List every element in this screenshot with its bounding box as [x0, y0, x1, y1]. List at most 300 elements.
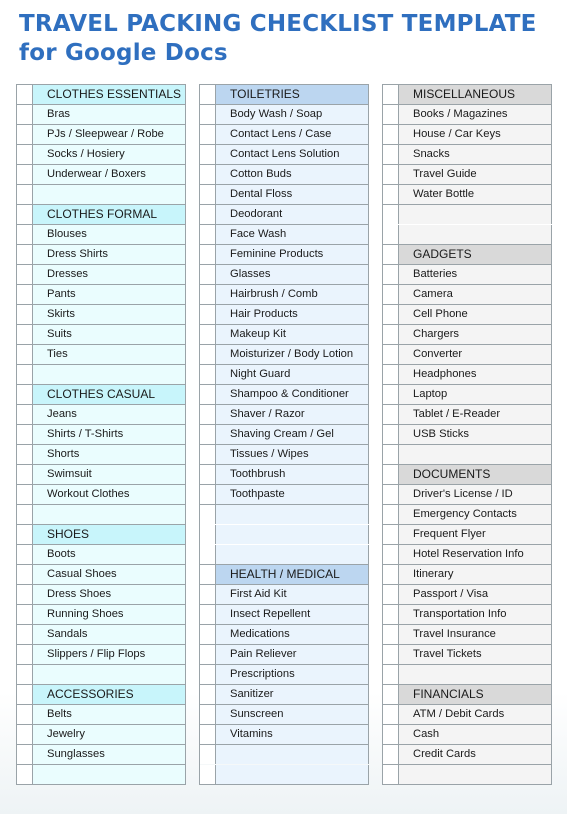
item-checkbox[interactable] [17, 225, 33, 244]
checklist-item [17, 725, 186, 745]
section-header [17, 685, 186, 705]
checklist-item [200, 465, 369, 485]
checklist-item [383, 425, 552, 445]
item-checkbox[interactable] [383, 645, 399, 664]
item-checkbox[interactable] [383, 285, 399, 304]
item-checkbox[interactable] [200, 405, 216, 424]
blank-checkbox-cell [200, 745, 216, 764]
blank-cell [33, 665, 186, 684]
item-checkbox[interactable] [383, 485, 399, 504]
blank-checkbox-cell [200, 545, 216, 564]
checklist-item [17, 265, 186, 285]
item-label: Shampoo & Conditioner [216, 385, 369, 404]
item-label: Books / Magazines [399, 105, 552, 124]
item-label: Suits [33, 325, 186, 344]
item-checkbox[interactable] [200, 445, 216, 464]
item-checkbox[interactable] [383, 505, 399, 524]
item-checkbox[interactable] [17, 305, 33, 324]
item-checkbox[interactable] [200, 185, 216, 204]
item-checkbox[interactable] [383, 525, 399, 544]
item-label: Swimsuit [33, 465, 186, 484]
checklist-item [17, 325, 186, 345]
item-label: Dental Floss [216, 185, 369, 204]
item-checkbox[interactable] [200, 325, 216, 344]
item-checkbox[interactable] [17, 485, 33, 504]
item-checkbox[interactable] [383, 345, 399, 364]
item-label: Travel Guide [399, 165, 552, 184]
checklist-item [383, 405, 552, 425]
checklist-item [200, 625, 369, 645]
item-label: Face Wash [216, 225, 369, 244]
item-label: Casual Shoes [33, 565, 186, 584]
item-label: Hotel Reservation Info [399, 545, 552, 564]
header-checkbox-cell [383, 85, 399, 104]
checklist-item [17, 745, 186, 765]
item-label: Skirts [33, 305, 186, 324]
item-checkbox[interactable] [200, 645, 216, 664]
item-checkbox[interactable] [17, 705, 33, 724]
checklist-item [383, 265, 552, 285]
blank-row [383, 225, 552, 245]
checklist-item [383, 485, 552, 505]
item-checkbox[interactable] [200, 705, 216, 724]
item-checkbox[interactable] [200, 465, 216, 484]
checklist-column-2 [199, 84, 369, 785]
item-label: Medications [216, 625, 369, 644]
header-checkbox-cell [17, 685, 33, 704]
checklist-item [17, 405, 186, 425]
checklist-item [383, 185, 552, 205]
item-label: Underwear / Boxers [33, 165, 186, 184]
checklist-item [383, 725, 552, 745]
section-heading: CLOTHES ESSENTIALS [33, 85, 186, 104]
item-checkbox[interactable] [383, 705, 399, 724]
item-checkbox[interactable] [383, 545, 399, 564]
item-label: Running Shoes [33, 605, 186, 624]
item-checkbox[interactable] [17, 245, 33, 264]
item-checkbox[interactable] [17, 285, 33, 304]
checklist-item [383, 365, 552, 385]
item-checkbox[interactable] [200, 125, 216, 144]
item-label: Jewelry [33, 725, 186, 744]
item-label: Blouses [33, 225, 186, 244]
checklist-item [200, 105, 369, 125]
item-label: First Aid Kit [216, 585, 369, 604]
item-checkbox[interactable] [17, 605, 33, 624]
blank-checkbox-cell [200, 525, 216, 544]
checklist-item [200, 445, 369, 465]
section-health-medical [200, 565, 369, 785]
item-checkbox[interactable] [17, 625, 33, 644]
checklist-item [200, 205, 369, 225]
item-label: Cell Phone [399, 305, 552, 324]
item-checkbox[interactable] [200, 725, 216, 744]
blank-cell [399, 445, 552, 464]
checklist-item [17, 585, 186, 605]
checklist-item [383, 305, 552, 325]
item-checkbox[interactable] [200, 165, 216, 184]
item-label: Body Wash / Soap [216, 105, 369, 124]
checklist-item [383, 705, 552, 725]
item-label: Passport / Visa [399, 585, 552, 604]
blank-checkbox-cell [200, 765, 216, 784]
header-checkbox-cell [383, 245, 399, 264]
checklist-item [200, 165, 369, 185]
checklist-item [17, 705, 186, 725]
item-checkbox[interactable] [383, 185, 399, 204]
item-checkbox[interactable] [383, 165, 399, 184]
blank-cell [399, 665, 552, 684]
checklist-item [17, 425, 186, 445]
item-label: Tissues / Wipes [216, 445, 369, 464]
blank-checkbox-cell [17, 665, 33, 684]
item-label: Sunscreen [216, 705, 369, 724]
item-checkbox[interactable] [17, 445, 33, 464]
checklist-item [200, 585, 369, 605]
checklist-item [17, 105, 186, 125]
item-label: Socks / Hosiery [33, 145, 186, 164]
item-label: ATM / Debit Cards [399, 705, 552, 724]
item-checkbox[interactable] [383, 745, 399, 764]
item-checkbox[interactable] [17, 345, 33, 364]
item-checkbox[interactable] [200, 245, 216, 264]
blank-row [17, 365, 186, 385]
blank-cell [399, 205, 552, 224]
item-checkbox[interactable] [200, 425, 216, 444]
item-checkbox[interactable] [383, 305, 399, 324]
header-checkbox-cell [17, 85, 33, 104]
item-label: Shirts / T-Shirts [33, 425, 186, 444]
checklist-item [200, 605, 369, 625]
item-label: Deodorant [216, 205, 369, 224]
checklist-item [200, 725, 369, 745]
section-clothes-formal [17, 205, 186, 385]
item-label: Moisturizer / Body Lotion [216, 345, 369, 364]
item-label: Chargers [399, 325, 552, 344]
checklist-item [17, 245, 186, 265]
checklist-item [17, 445, 186, 465]
checklist-item [17, 165, 186, 185]
blank-row [200, 505, 369, 525]
item-checkbox[interactable] [200, 305, 216, 324]
blank-row [17, 185, 186, 205]
checklist-item [383, 645, 552, 665]
item-label: Toothpaste [216, 485, 369, 504]
item-checkbox[interactable] [17, 405, 33, 424]
section-heading: HEALTH / MEDICAL [216, 565, 369, 584]
item-label: USB Sticks [399, 425, 552, 444]
checklist-item [17, 305, 186, 325]
item-checkbox[interactable] [200, 345, 216, 364]
checklist-item [17, 645, 186, 665]
item-label: Driver's License / ID [399, 485, 552, 504]
section-header [200, 565, 369, 585]
checklist-item [17, 145, 186, 165]
blank-row [200, 525, 369, 545]
item-label: Bras [33, 105, 186, 124]
item-label: Ties [33, 345, 186, 364]
checklist-item [383, 745, 552, 765]
item-label: Hairbrush / Comb [216, 285, 369, 304]
checklist-item [200, 145, 369, 165]
section-clothes-essentials [17, 85, 186, 205]
section-heading: FINANCIALS [399, 685, 552, 704]
checklist-item [200, 245, 369, 265]
checklist-item [383, 325, 552, 345]
item-label: Camera [399, 285, 552, 304]
header-checkbox-cell [200, 85, 216, 104]
checklist-item [383, 145, 552, 165]
item-label: Travel Insurance [399, 625, 552, 644]
item-checkbox[interactable] [383, 145, 399, 164]
blank-checkbox-cell [383, 225, 399, 244]
item-label: Tablet / E-Reader [399, 405, 552, 424]
item-label: Shorts [33, 445, 186, 464]
section-financials [383, 685, 552, 785]
item-checkbox[interactable] [383, 585, 399, 604]
checklist-item [383, 105, 552, 125]
item-checkbox[interactable] [383, 325, 399, 344]
item-checkbox[interactable] [17, 165, 33, 184]
item-checkbox[interactable] [383, 365, 399, 384]
item-label: House / Car Keys [399, 125, 552, 144]
blank-checkbox-cell [17, 185, 33, 204]
item-label: Vitamins [216, 725, 369, 744]
title-line-1: TRAVEL PACKING CHECKLIST TEMPLATE [19, 11, 537, 37]
section-miscellaneous [383, 85, 552, 245]
blank-cell [216, 505, 369, 524]
checklist-item [383, 165, 552, 185]
item-label: Pants [33, 285, 186, 304]
item-checkbox[interactable] [17, 725, 33, 744]
item-label: Itinerary [399, 565, 552, 584]
item-checkbox[interactable] [17, 425, 33, 444]
item-label: Toothbrush [216, 465, 369, 484]
item-checkbox[interactable] [200, 145, 216, 164]
item-label: Batteries [399, 265, 552, 284]
item-checkbox[interactable] [383, 405, 399, 424]
blank-cell [33, 365, 186, 384]
header-checkbox-cell [17, 385, 33, 404]
item-checkbox[interactable] [200, 285, 216, 304]
item-checkbox[interactable] [17, 545, 33, 564]
blank-checkbox-cell [17, 505, 33, 524]
blank-cell [216, 525, 369, 544]
section-shoes [17, 525, 186, 685]
section-gadgets [383, 245, 552, 465]
item-label: Sanitizer [216, 685, 369, 704]
item-label: PJs / Sleepwear / Robe [33, 125, 186, 144]
item-label: Laptop [399, 385, 552, 404]
checklist-item [383, 385, 552, 405]
item-checkbox[interactable] [17, 265, 33, 284]
checklist-item [17, 345, 186, 365]
item-checkbox[interactable] [383, 105, 399, 124]
item-checkbox[interactable] [383, 605, 399, 624]
checklist-item [200, 365, 369, 385]
checklist-item [383, 285, 552, 305]
checklist-item [17, 545, 186, 565]
item-checkbox[interactable] [383, 625, 399, 644]
item-label: Converter [399, 345, 552, 364]
item-label: Credit Cards [399, 745, 552, 764]
item-label: Dress Shirts [33, 245, 186, 264]
blank-row [383, 205, 552, 225]
item-checkbox[interactable] [200, 485, 216, 504]
blank-row [17, 765, 186, 785]
blank-checkbox-cell [17, 765, 33, 784]
item-label: Dress Shoes [33, 585, 186, 604]
item-checkbox[interactable] [200, 365, 216, 384]
item-checkbox[interactable] [17, 125, 33, 144]
section-header [383, 245, 552, 265]
section-toiletries [200, 85, 369, 565]
item-checkbox[interactable] [383, 565, 399, 584]
item-label: Glasses [216, 265, 369, 284]
checklist-item [200, 405, 369, 425]
blank-row [17, 505, 186, 525]
item-checkbox[interactable] [383, 265, 399, 284]
item-checkbox[interactable] [17, 105, 33, 124]
checklist-item [17, 285, 186, 305]
checklist-item [200, 345, 369, 365]
item-checkbox[interactable] [17, 145, 33, 164]
blank-cell [399, 225, 552, 244]
section-heading: DOCUMENTS [399, 465, 552, 484]
header-checkbox-cell [17, 525, 33, 544]
section-header [17, 205, 186, 225]
checklist-item [200, 325, 369, 345]
checklist-item [383, 525, 552, 545]
header-checkbox-cell [200, 565, 216, 584]
header-checkbox-cell [383, 465, 399, 484]
checklist-item [200, 305, 369, 325]
item-label: Makeup Kit [216, 325, 369, 344]
section-heading: SHOES [33, 525, 186, 544]
item-label: Dresses [33, 265, 186, 284]
blank-checkbox-cell [383, 765, 399, 784]
checklist-item [383, 625, 552, 645]
checklist-item [383, 125, 552, 145]
checklist-item [17, 485, 186, 505]
item-checkbox[interactable] [17, 325, 33, 344]
item-checkbox[interactable] [383, 385, 399, 404]
blank-cell [33, 185, 186, 204]
section-header [383, 85, 552, 105]
section-accessories [17, 685, 186, 785]
checklist-item [17, 605, 186, 625]
item-label: Workout Clothes [33, 485, 186, 504]
item-checkbox[interactable] [17, 585, 33, 604]
blank-row [200, 745, 369, 765]
item-checkbox[interactable] [200, 585, 216, 604]
item-checkbox[interactable] [200, 225, 216, 244]
checklist-item [383, 545, 552, 565]
section-header [17, 385, 186, 405]
checklist-item [383, 505, 552, 525]
checklist-item [383, 345, 552, 365]
item-label: Transportation Info [399, 605, 552, 624]
blank-row [383, 665, 552, 685]
item-checkbox[interactable] [200, 205, 216, 224]
item-checkbox[interactable] [200, 625, 216, 644]
item-checkbox[interactable] [200, 265, 216, 284]
checklist-column-1 [16, 84, 186, 785]
blank-row [383, 445, 552, 465]
item-checkbox[interactable] [200, 665, 216, 684]
blank-cell [216, 765, 369, 784]
blank-cell [216, 545, 369, 564]
checklist-item [200, 425, 369, 445]
item-checkbox[interactable] [383, 725, 399, 744]
item-checkbox[interactable] [17, 745, 33, 764]
item-label: Shaving Cream / Gel [216, 425, 369, 444]
checklist-item [200, 385, 369, 405]
section-heading: CLOTHES CASUAL [33, 385, 186, 404]
section-header [17, 85, 186, 105]
section-documents [383, 465, 552, 685]
blank-row [200, 765, 369, 785]
blank-row [383, 765, 552, 785]
checklist-item [383, 605, 552, 625]
item-checkbox[interactable] [17, 645, 33, 664]
blank-row [200, 545, 369, 565]
section-heading: MISCELLANEOUS [399, 85, 552, 104]
item-label: Hair Products [216, 305, 369, 324]
checklist-item [200, 185, 369, 205]
item-label: Sandals [33, 625, 186, 644]
item-checkbox[interactable] [200, 385, 216, 404]
checklist-item [17, 565, 186, 585]
checklist-item [200, 705, 369, 725]
item-checkbox[interactable] [17, 565, 33, 584]
blank-cell [33, 765, 186, 784]
blank-checkbox-cell [383, 445, 399, 464]
section-heading: TOILETRIES [216, 85, 369, 104]
item-label: Night Guard [216, 365, 369, 384]
checklist-column-3 [382, 84, 552, 785]
blank-row [17, 665, 186, 685]
checklist-item [200, 665, 369, 685]
item-label: Travel Tickets [399, 645, 552, 664]
checklist-item [200, 125, 369, 145]
section-header [200, 85, 369, 105]
item-label: Belts [33, 705, 186, 724]
header-checkbox-cell [383, 685, 399, 704]
item-checkbox[interactable] [200, 605, 216, 624]
item-checkbox[interactable] [17, 465, 33, 484]
checklist-item [200, 285, 369, 305]
item-label: Sunglasses [33, 745, 186, 764]
section-heading: CLOTHES FORMAL [33, 205, 186, 224]
item-label: Contact Lens Solution [216, 145, 369, 164]
section-header [383, 685, 552, 705]
item-checkbox[interactable] [200, 685, 216, 704]
item-checkbox[interactable] [200, 105, 216, 124]
checklist-item [17, 125, 186, 145]
section-clothes-casual [17, 385, 186, 525]
item-label: Pain Reliever [216, 645, 369, 664]
checklist-item [200, 485, 369, 505]
item-label: Insect Repellent [216, 605, 369, 624]
section-heading: ACCESSORIES [33, 685, 186, 704]
item-checkbox[interactable] [383, 425, 399, 444]
blank-checkbox-cell [200, 505, 216, 524]
item-label: Water Bottle [399, 185, 552, 204]
item-label: Cash [399, 725, 552, 744]
item-checkbox[interactable] [383, 125, 399, 144]
checklist-item [383, 585, 552, 605]
